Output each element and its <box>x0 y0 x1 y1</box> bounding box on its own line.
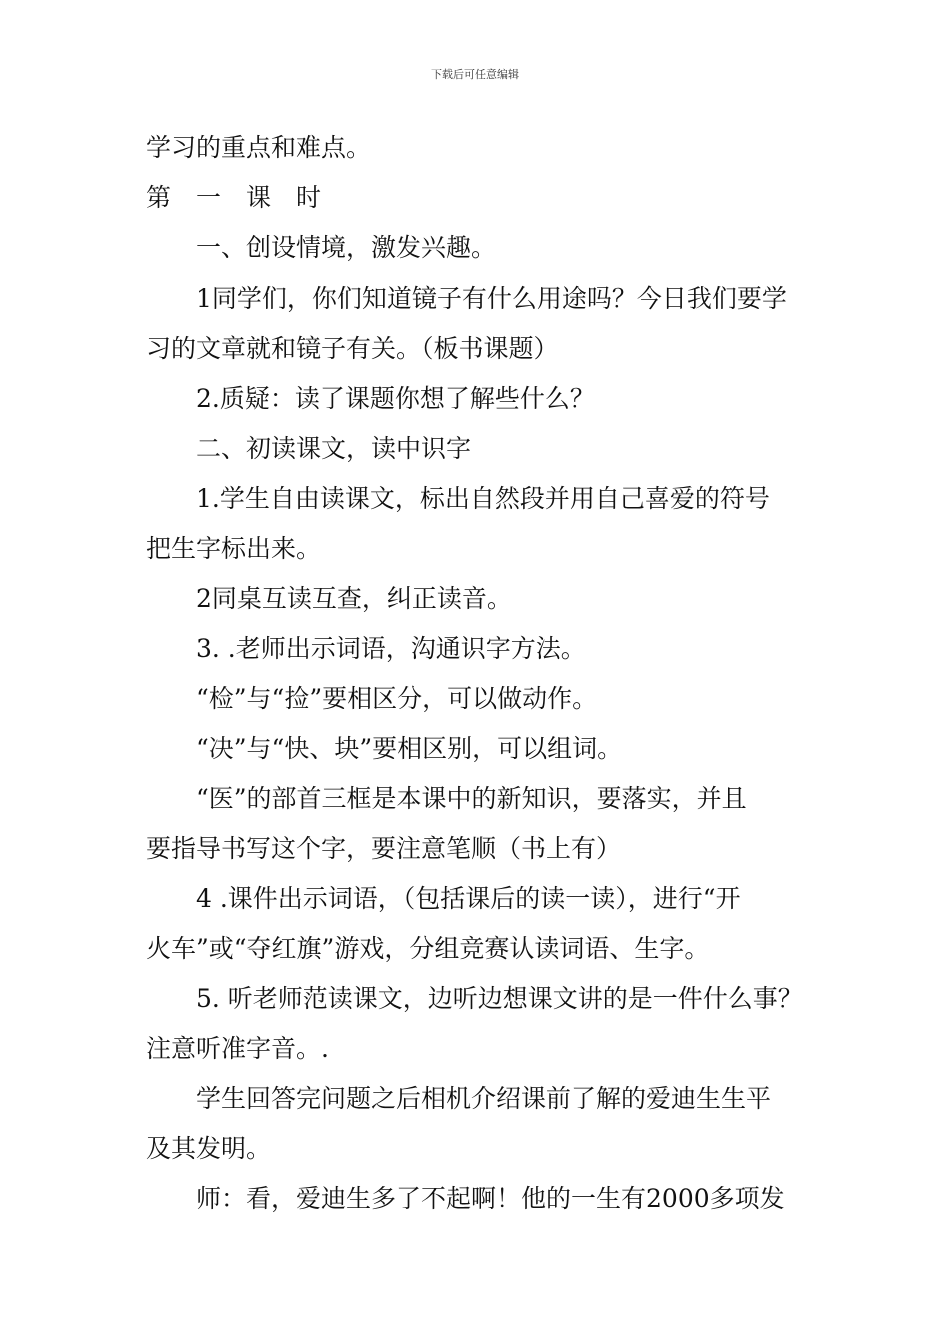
text-line: 注意听准字音。. <box>146 1034 329 1063</box>
section-heading: 第 一 课 时 <box>146 183 322 212</box>
text-line: 习的文章就和镜子有关。（板书课题） <box>146 334 559 363</box>
text-line: 及其发明。 <box>146 1134 272 1163</box>
text-line: 火车”或“夺红旗”游戏，分组竞赛认读词语、生字。 <box>146 934 710 963</box>
text-line: 4 .课件出示词语，（包括课后的读一读），进行“开 <box>196 884 741 913</box>
text-line: 3. .老师出示词语，沟通识字方法。 <box>196 634 586 663</box>
text-line: 1同学们，你们知道镜子有什么用途吗？今日我们要学 <box>196 284 787 313</box>
text-line: 把生字标出来。 <box>146 534 322 563</box>
text-line: 师：看，爱迪生多了不起啊！他的一生有2000多项发 <box>196 1184 785 1213</box>
text-line: 1.学生自由读课文，标出自然段并用自己喜爱的符号 <box>196 484 770 513</box>
text-line: “决”与“快、块”要相区别，可以组词。 <box>196 734 623 763</box>
text-line: 二、初读课文，读中识字 <box>196 434 472 463</box>
page-header: 下载后可任意编辑 <box>431 68 519 81</box>
text-line: 一、创设情境，激发兴趣。 <box>196 233 497 262</box>
text-line: 学生回答完问题之后相机介绍课前了解的爱迪生生平 <box>196 1084 772 1113</box>
text-line: 2同桌互读互查，纠正读音。 <box>196 584 512 613</box>
text-line: “医”的部首三框是本课中的新知识，要落实，并且 <box>196 784 747 813</box>
text-line: 2.质疑：读了课题你想了解些什么？ <box>196 384 595 413</box>
text-line: “检”与“捡”要相区分，可以做动作。 <box>196 684 598 713</box>
text-line: 5. 听老师范读课文，边听边想课文讲的是一件什么事？ <box>196 984 803 1013</box>
text-line: 要指导书写这个字，要注意笔顺（书上有） <box>146 834 622 863</box>
text-line: 学习的重点和难点。 <box>146 133 372 162</box>
